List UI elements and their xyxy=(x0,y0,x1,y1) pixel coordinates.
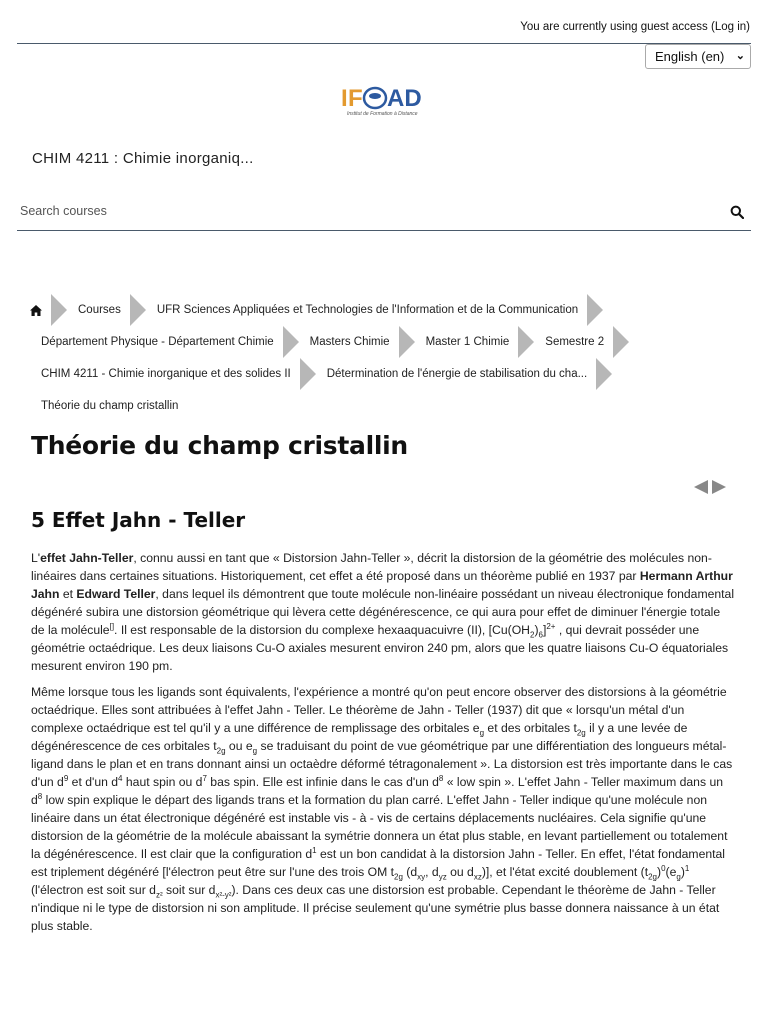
breadcrumb-item[interactable]: Masters Chimie xyxy=(309,336,390,348)
course-short-name[interactable]: CHIM 4211 : Chimie inorganiq... xyxy=(32,150,254,167)
breadcrumb-row xyxy=(30,390,730,422)
guest-access-notice[interactable]: You are currently using guest access (Log in) xyxy=(520,21,750,33)
breadcrumb-item[interactable]: CHIM 4211 - Chimie inorganique et des solides II xyxy=(41,368,291,380)
breadcrumb xyxy=(30,294,730,422)
breadcrumb-separator xyxy=(399,326,415,358)
language-value: English (en) xyxy=(655,49,725,64)
breadcrumb-separator xyxy=(300,358,316,390)
page-title: Théorie du champ cristallin xyxy=(31,431,408,460)
site-logo[interactable] xyxy=(341,83,429,117)
breadcrumb-home[interactable] xyxy=(30,294,51,326)
search-courses-bar[interactable] xyxy=(17,196,751,231)
breadcrumb-separator xyxy=(51,294,67,326)
breadcrumb-item[interactable]: Département Physique - Département Chimie xyxy=(41,336,274,348)
previous-page-arrow-icon[interactable] xyxy=(694,480,708,494)
breadcrumb-row xyxy=(30,326,730,358)
breadcrumb-row xyxy=(30,358,730,390)
breadcrumb-separator xyxy=(587,294,603,326)
breadcrumb-item[interactable]: UFR Sciences Appliquées et Technologies de l'Information et de la Communication xyxy=(156,304,579,316)
chevron-down-icon: ⌄ xyxy=(735,50,745,62)
paragraph: L'effet Jahn-Teller, connu aussi en tant que « Distorsion Jahn-Teller », décrit la distorsion de la géométrie des molécules non-linéaires dans certaines situations. Historiquement, cet effet a été proposé dans un théorème publié en 1937 par Hermann Arthur Jahn et Edward Teller, dans lequel ils démontrent que toute molécule non-linéaire possédant un niveau électronique fondamental dégénéré subira une distorsion géométrique qui lèvera cette dégénérescence, ce qui aura pour effet de diminuer l'énergie totale de la molécule[]. Il est responsable de la distorsion du complexe hexaaquacuivre (II), $[Cu(OH_2)_6]^{2+}$ , qui devrait posséder une géométrie octaédrique. Les deux liaisons Cu-O axiales mesurent environ 240 pm, alors que les quatre liaisons Cu-O équatoriales mesurent environ 190 pm. xyxy=(31,551,735,673)
paragraph: Même lorsque tous les ligands sont équivalents, l'expérience a montré qu'on peut encore observer des distorsions à la géométrie octaédrique. Elles sont attribuées à l'effet Jahn - Teller. Le théorème de Jahn - Teller (1937) dit que « lorsqu'un métal d'un complexe octaédrique est tel qu'il y a une différence de remplissage des orbitales $e_g$ et des orbitales $t_{2g}$ il y a une levée de dégénérescence de ces orbitales $t_{2g}$ ou $e_g$ se traduisant du point de vue géométrique par une différentiation des longueurs métal-ligand dans le plan et en trans donnant ainsi un octaèdre déformé tétragonalement ». La distorsion est très importante dans le cas d'un $d^9$ et d'un $d^4$ haut spin ou $d^7$ bas spin. Elle est infinie dans le cas d'un $d^8$ « low spin ». L'effet Jahn - Teller maximum dans un $d^8$ low spin explique le départ des ligands trans et la formation du plan carré. L'effet Jahn - Teller indique qu'une molécule non linéaire dans un état électronique dégénéré est instable vis - à - vis de certains déplacements nucléaires. Cela signifie qu'une distorsion de la géométrie de la molécule abaissant la symétrie donnera un état plus stable, en levant partiellement ou totalement la dégénérescence. Il est clair que la configuration $d^1$ est un bon candidat à la distorsion Jahn - Teller. En effet, l'état fondamental est triplement dégénéré [l'électron peut être sur l'une des trois OM $t_{2g}$ ($d_{xy}$, $d_{yz}$ ou $d_{xz}$)], et l'état excité doublement $(t_{2g})^0(e_g)^1$ (l'électron est soit sur $d_{z^2}$ soit sur $d_{x^2-y^2}$). Dans ces deux cas une distorsion est probable. Cependant le théorème de Jahn - Teller n'indique ni le type de distorsion ni son amplitude. Il précise seulement qu'une symétrie plus basse donnera naissance à un état plus stable. xyxy=(31,685,733,933)
breadcrumb-item[interactable]: Semestre 2 xyxy=(545,336,605,348)
language-select[interactable] xyxy=(645,44,751,69)
breadcrumb-item[interactable]: Master 1 Chimie xyxy=(425,336,510,348)
home-icon xyxy=(30,305,42,316)
breadcrumb-row xyxy=(30,294,730,326)
breadcrumb-separator xyxy=(130,294,146,326)
breadcrumb-separator xyxy=(596,358,612,390)
header-divider xyxy=(17,43,751,44)
breadcrumb-separator xyxy=(518,326,534,358)
svg-text:Institut de Formation à Distan: Institut de Formation à Distance xyxy=(347,111,418,117)
breadcrumb-current: Théorie du champ cristallin xyxy=(41,400,179,412)
svg-text:I: I xyxy=(341,85,348,112)
breadcrumb-item[interactable]: Courses xyxy=(78,304,121,316)
next-page-arrow-icon[interactable] xyxy=(712,480,726,494)
svg-text:AD: AD xyxy=(387,85,422,112)
breadcrumb-separator xyxy=(283,326,299,358)
section-title: 5 Effet Jahn - Teller xyxy=(31,508,246,532)
page-navigation xyxy=(694,480,726,494)
breadcrumb-separator xyxy=(613,326,629,358)
search-icon[interactable] xyxy=(730,205,744,219)
breadcrumb-item[interactable]: Détermination de l'énergie de stabilisation du cha... xyxy=(326,368,588,380)
svg-text:F: F xyxy=(348,85,363,112)
article-body xyxy=(31,549,737,943)
search-input[interactable]: Search courses xyxy=(20,204,107,218)
